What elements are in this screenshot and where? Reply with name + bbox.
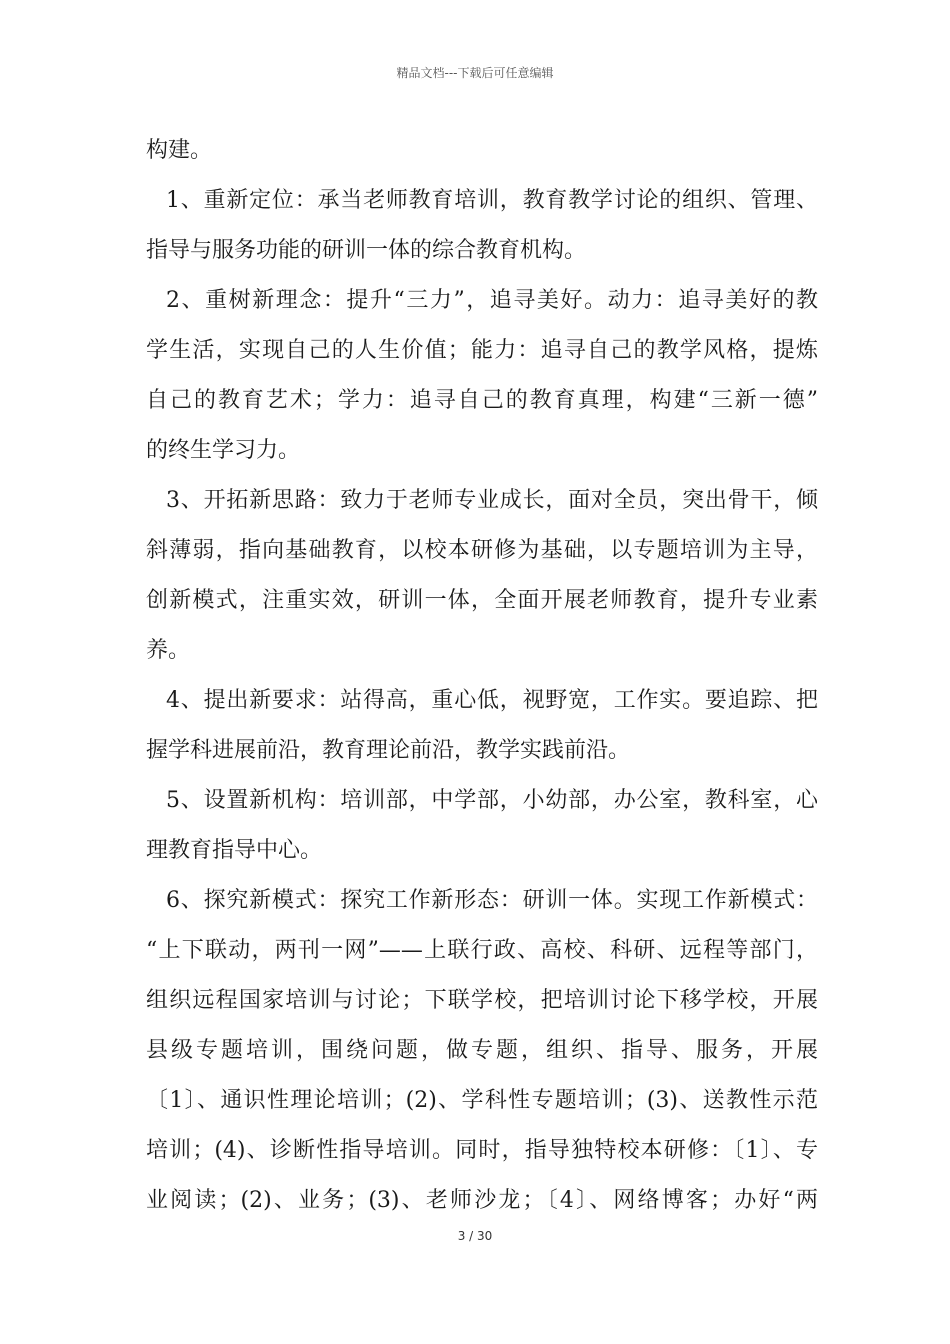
page-number: 3 / 30 xyxy=(457,1229,493,1243)
paragraph-line: 县级专题培训，围绕问题，做专题，组织、指导、服务，开展 xyxy=(146,1038,818,1063)
paragraph-line: 构建。 xyxy=(146,138,213,163)
paragraph-line: 理教育指导中心。 xyxy=(146,838,323,863)
paragraph-line: 培训；(4)、诊断性指导培训。同时，指导独特校本研修：〔1〕、专 xyxy=(146,1138,818,1163)
paragraph-line: 5、设置新机构：培训部，中学部，小幼部，办公室，教科室，心 xyxy=(166,788,818,813)
page-header: 精品文档---下载后可任意编辑 xyxy=(396,66,554,80)
paragraph-line: 指导与服务功能的研训一体的综合教育机构。 xyxy=(146,238,587,263)
document-body xyxy=(146,126,818,1226)
paragraph-line: 养。 xyxy=(146,638,191,663)
paragraph-line: 1、重新定位：承当老师教育培训，教育教学讨论的组织、管理、 xyxy=(166,188,818,213)
paragraph-line: 2、重树新理念：提升“三力”，追寻美好。动力：追寻美好的教 xyxy=(166,288,818,313)
paragraph-line: “上下联动，两刊一网”——上联行政、高校、科研、远程等部门， xyxy=(146,938,818,963)
paragraph-line: 创新模式，注重实效，研训一体，全面开展老师教育，提升专业素 xyxy=(146,588,818,613)
paragraph-line: 6、探究新模式：探究工作新形态：研训一体。实现工作新模式： xyxy=(166,888,818,913)
paragraph-line: 业阅读；(2)、业务；(3)、老师沙龙；〔4〕、网络博客；办好“两 xyxy=(146,1188,818,1213)
paragraph-line: 自己的教育艺术；学力：追寻自己的教育真理，构建“三新一德” xyxy=(146,388,818,413)
paragraph-line: 组织远程国家培训与讨论；下联学校，把培训讨论下移学校，开展 xyxy=(146,988,818,1013)
paragraph-line: 4、提出新要求：站得高，重心低，视野宽，工作实。要追踪、把 xyxy=(166,688,818,713)
paragraph-line: 学生活，实现自己的人生价值；能力：追寻自己的教学风格，提炼 xyxy=(146,338,818,363)
paragraph-line: 〔1〕、通识性理论培训；(2)、学科性专题培训；(3)、送教性示范 xyxy=(146,1088,818,1113)
paragraph-line: 的终生学习力。 xyxy=(146,438,301,463)
paragraph-line: 3、开拓新思路：致力于老师专业成长，面对全员，突出骨干，倾 xyxy=(166,488,818,513)
paragraph-line: 握学科进展前沿，教育理论前沿，教学实践前沿。 xyxy=(146,738,631,763)
paragraph-line: 斜薄弱，指向基础教育，以校本研修为基础，以专题培训为主导， xyxy=(146,538,818,563)
